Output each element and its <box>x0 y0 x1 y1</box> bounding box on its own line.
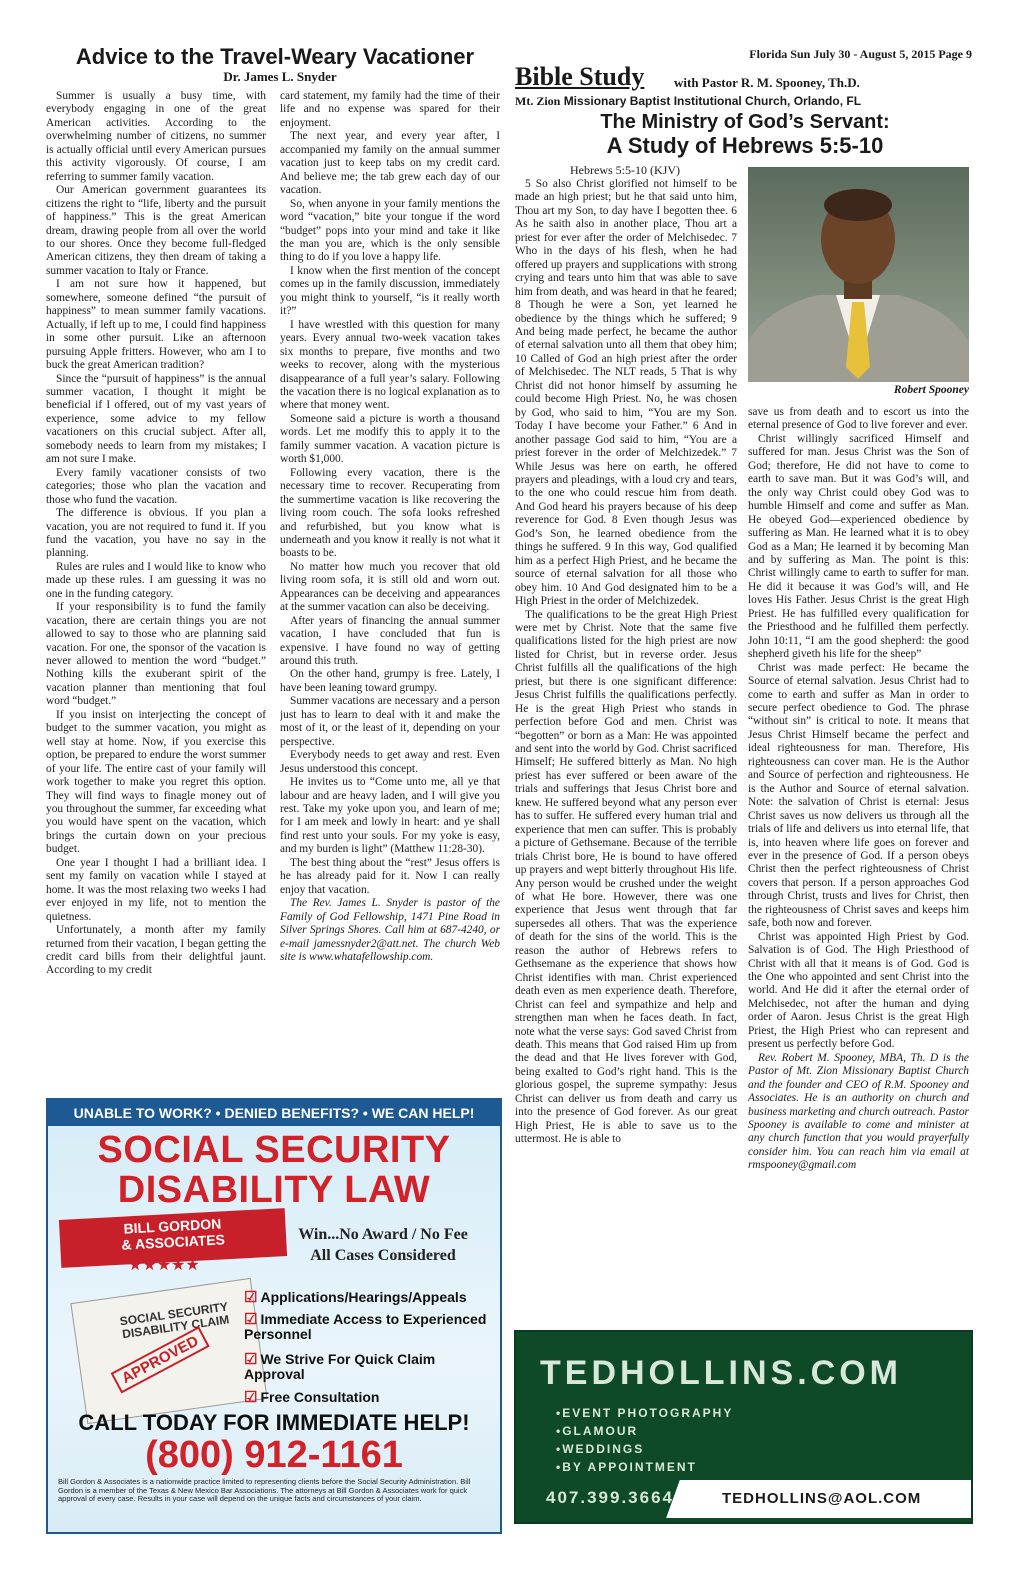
article-title: Advice to the Travel-Weary Vacationer <box>75 44 475 69</box>
disclaimer: Bill Gordon & Associates is a nationwide practice limited to representing clients before the Social Security Administration. Bill Gordon is a member of the Texas & New Mexico Bar Associations. The attorneys at Bill Gordon & Associates work for quick approval of every case. Results in your case will depend on the unique facts and circumstances of your claim. <box>58 1477 471 1503</box>
church-name <box>515 94 975 109</box>
claim-form-image <box>70 1278 267 1424</box>
bible-column-middle <box>515 178 737 1328</box>
benefit-item: ☑ Immediate Access to Experienced Personnel <box>244 1311 487 1342</box>
paragraph: save us from death and to escort us into the eternal presence of God to live forever and ever. <box>748 406 969 432</box>
bible-study-title: Bible Study <box>515 62 645 91</box>
paragraph: Summer vacations are necessary and a person just has to learn to deal with it and make the most of it, or the least of it, depending on your perspective. <box>280 695 500 748</box>
paragraph: If you insist on interjecting the concept of budget to the summer vacation, you might as well stay at home. Now, if you exercise this option, be prepared to endure the worst summer of your life. The entire cast of your family will work together to make you regret this option. They will find ways to finagle money out of you throughout the summer, far exceeding what you would have spent on the vacation, which brings the curtain down on your precious budget. <box>46 708 266 856</box>
tedhollins-advertisement[interactable] <box>514 1330 973 1524</box>
paragraph: Our American government guarantees its citizens the right to “life, liberty and the pursuit of happiness.” This is the great American dream, drawing people from all over the world to our shores. Once they become full-fledged American citizens, they then dream of taking a summer vacation to Italy or France. <box>46 184 266 277</box>
ad-headline-2: DISABILITY LAW <box>117 1169 431 1211</box>
paragraph: On the other hand, grumpy is free. Lately, I have been leaning toward grumpy. <box>280 668 500 694</box>
study-heading-line-2: A Study of Hebrews 5:5-10 <box>606 133 884 158</box>
bible-column-right <box>748 406 969 1326</box>
ssd-advertisement[interactable] <box>46 1098 502 1534</box>
paragraph: After years of financing the annual summer vacation, I have concluded that fun is expensive. I have found no way of getting around this truth. <box>280 614 500 668</box>
paragraph: Christ willingly sacrificed Himself and suffered for man. Jesus Christ was the Son of God; therefore, He did not have to come to earth to save man. But it was God’s will, and the only way Christ could obey God was to humble Himself and come and suffer as Man. He obeyed God—experienced obedience by suffering as Man. He learned what it is to obey God as a Man; He learned it by becoming Man and by suffering as Man. The point is this: Christ willingly came to earth to suffer for man. He did it because it was God’s will, and He loves His Father. Jesus Christ is the great High Priest. He has fulfilled every qualification for the Priesthood and he fulfilled them perfectly. John 10:11, “I am the good shepherd: the good shepherd giveth his life for the sheep” <box>748 432 969 661</box>
church-prefix: Mt. Zion <box>515 94 561 108</box>
service-item: •WEDDINGS <box>556 1442 645 1456</box>
pastor-photo <box>748 167 969 382</box>
form-title: SOCIAL SECURITY DISABILITY CLAIM <box>118 1299 231 1342</box>
fee-line-1: Win...No Award / No Fee <box>298 1226 468 1243</box>
advice-column-2 <box>280 90 500 1090</box>
paragraph: Rules are rules and I would like to know who made up these rules. I am guessing it was no one in the funding category. <box>46 560 266 600</box>
ad-title: TEDHOLLINS.COM <box>540 1354 902 1392</box>
ad-banner: UNABLE TO WORK? • DENIED BENEFITS? • WE CAN HELP! <box>48 1100 500 1126</box>
paragraph: The difference is obvious. If you plan a vacation, you are not required to fund it. If you fund the vacation, you have no say in the planning. <box>46 507 266 560</box>
firm-name-1: BILL GORDON <box>123 1215 222 1237</box>
benefit-item: ☑ Applications/Hearings/Appeals <box>244 1289 467 1306</box>
author-bio: Rev. Robert M. Spooney, MBA, Th. D is the Pastor of Mt. Zion Missionary Baptist Church and the founder and CEO of R.M. Spooney and Associates. He is an authority on church and business marketing and church outreach. Pastor Spooney is available to come and minister at any church function that you would prayerfully consider him. You can reach him via email at rmspooney@gmail.com <box>748 1051 969 1172</box>
paragraph: One year I thought I had a brilliant idea. I sent my family on vacation while I stayed at home. It was the most relaxing two weeks I had ever enjoyed in my life, not to mention the quietness. <box>46 856 266 923</box>
service-item: •EVENT PHOTOGRAPHY <box>556 1406 734 1420</box>
call-to-action: CALL TODAY FOR IMMEDIATE HELP! <box>78 1410 470 1435</box>
services-list <box>556 1404 733 1476</box>
ad-headline-1: SOCIAL SECURITY <box>97 1129 451 1171</box>
photo-caption: Robert Spooney <box>893 384 969 396</box>
pastor-portrait-icon <box>748 167 969 382</box>
checkmark-icon: ☑ <box>244 1289 258 1306</box>
paragraph: Christ was made perfect: He became the Source of eternal salvation. Jesus Christ had to come to earth and suffer as Man in order to secure perfect obedience to God. The phrase “without sin” is critical to note. It means that Jesus Christ Himself became the perfect and ideal righteousness for man. Therefore, His righteousness can cover man. He is the Author and Source of perfection and righteousness. He is the Author and Source of eternal salvation. Note: the salvation of Christ is eternal: Jesus Christ saves us now delivers us through all the trials of life and delivers us into eternal life, that is, into heaven where life goes on forever and ever in the presence of God. If a person obeys Christ then the perfect righteousness of Christ covers that person. If a person approaches God through Christ, trusts and lives for Christ, then the righteousness of Christ saves and keeps him safe, both now and forever. <box>748 661 969 930</box>
advice-column-1 <box>46 90 266 1090</box>
checkmark-icon: ☑ <box>244 1311 258 1328</box>
paragraph: No matter how much you recover that old living room sofa, it is still old and worn out. Appearances can be deceiving and appearances at the summer vacation can also be deceiving. <box>280 560 500 614</box>
paragraph: I have wrestled with this question for many years. Every annual two-week vacation takes six months to prepare, five months and two weeks to recover, along with the mysterious disappearance of a full year’s salary. Following the vacation there is no logical explanation as to where that money went. <box>280 318 500 412</box>
study-heading <box>515 110 975 158</box>
paragraph: I know when the first mention of the concept comes up in the family discussion, immediately you might think to yourself, “is it really worth it?” <box>280 264 500 318</box>
paragraph: Every family vacationer consists of two categories; those who plan the vacation and those who fund the vacation. <box>46 466 266 506</box>
paragraph: The next year, and every year after, I accompanied my family on the annual summer vacation just to keep tabs on my credit card. And believe me; the tab grew each day of our vacation. <box>280 130 500 197</box>
fee-line-2: All Cases Considered <box>310 1247 456 1264</box>
fee-statement <box>278 1224 488 1266</box>
paragraph: He invites us to “Come unto me, all ye that labour and are heavy laden, and I will give you rest. Take my yoke upon you, and learn of me; for I am meek and lowly in heart: and ye shall find rest unto your souls. For my yoke is easy, and my burden is light” (Matthew 11:28-30). <box>280 776 500 856</box>
paragraph: The qualifications to be the great High Priest were met by Christ. Note that the same five qualifications listed for the high priest are now listed for Christ, but in reverse order. Jesus Christ fulfills all the qualifications of the high priest, but there is one significant difference: Jesus Christ fulfills the qualifications perfectly. He is the great High Priest who stands in perfection before God and men. Christ was “begotten” or born as a Man: He was appointed and sent into the world by God. Christ sacrificed Himself; He suffered bitterly as Man. No high priest has ever suffered or been aware of the trials and sufferings that Jesus Christ bore and knew. He suffered beyond what any person ever has to suffer. He suffered every human trial and experience that men can suffer. This is probably a picture of Gethsemane. Because of the terrible trials Christ bore, He is bound to have offered up prayers and wept bitterly throughout His life. Any person would be crushed under the weight of what He bore. However, there was one experience that Jesus went through that far supersedes all others. That was the experience of death for the sins of the world. This is the reason the author of Hebrews refers to Gethsemane as the experience that shows how Christ identifies with man. Christ experienced death even as men experience death. Therefore, Christ can feel and sympathize and help and strengthen man when he faces death. In fact, note what the verse says: God saved Christ from death. This means that God raised Him up from the dead and that He lives forever with God, being exalted to God’s right hand. This is the glorious gospel, the supreme sympathy: Jesus Christ can deliver us from death and carry us into the presence of God forever. As our great High Priest, He is able to save us to the uttermost. He is able to <box>515 608 737 1146</box>
email-address[interactable]: TEDHOLLINS@AOL.COM <box>722 1490 922 1507</box>
paragraph: The best thing about the “rest” Jesus offers is he has already paid for it. Now I can really enjoy that vacation. <box>280 856 500 896</box>
paragraph: 5 So also Christ glorified not himself to be made an high priest; but he that said unto him, Thou art my Son, to day have I begotten thee. 6 As he saith also in another place, Thou art a priest for ever after the order of Melchisedec. 7 Who in the days of his flesh, when he had offered up prayers and supplications with strong crying and tears unto him that was able to save him from death, and was heard in that he feared; 8 Though he were a Son, yet learned he obedience by the things which he suffered; 9 And being made perfect, he became the author of eternal salvation unto all them that obey him; 10 Called of God an high priest after the order of Melchisedec. The NLT reads, 5 That is why Christ did not honor himself by assuming he could become High Priest. No, he was chosen by God, who said to him, “You are my Son. Today I have become your Father.” 6 And in another passage God said to him, “You are a priest forever in the order of Melchizedek.” 7 While Jesus was here on earth, he offered prayers and pleadings, with a loud cry and tears, to the one who could rescue him from death. And God heard his prayers because of his deep reverence for God. 8 Even though Jesus was God’s Son, he learned obedience from the things he suffered. 9 In this way, God qualified him as a perfect High Priest, and he became the source of eternal salvation for all those who obey him. 10 And God designated him to be a High Priest in the order of Melchizedek. <box>515 178 737 608</box>
scripture-reference: Hebrews 5:5-10 (KJV) <box>570 163 680 177</box>
paragraph: Unfortunately, a month after my family returned from their vacation, I began getting the credit card bills from their delightful jaunt. According to my credit <box>46 924 266 977</box>
firm-name-2: & ASSOCIATES <box>121 1231 226 1253</box>
paragraph: Following every vacation, there is the necessary time to recover. Recuperating from the summertime vacation is like recovering the living room couch. The sofa looks refreshed and refurbished, but you know what is underneath and you know it really is not what it boasts to be. <box>280 466 500 560</box>
rating-stars: ★★★★★ <box>128 1257 200 1274</box>
approved-stamp: APPROVED <box>111 1326 210 1393</box>
paragraph: card statement, my family had the time of their life and no expense was spared for their enjoyment. <box>280 90 500 129</box>
paragraph: Someone said a picture is worth a thousand words. Let me modify this to apply it to the family summer vacation. A vacation picture is worth $1,000. <box>280 412 500 466</box>
pastor-line: with Pastor R. M. Spooney, Th.D. <box>674 75 860 90</box>
service-item: •GLAMOUR <box>556 1424 639 1438</box>
byline: Dr. James L. Snyder <box>223 69 337 84</box>
benefit-item: ☑ We Strive For Quick Claim Approval <box>244 1351 436 1382</box>
phone-number[interactable]: 407.399.3664 <box>546 1488 674 1507</box>
paragraph: Since the “pursuit of happiness” is the annual summer vacation, I thought it might be beneficial if I offered, out of my vast years of experience, some advice to my fellow vacationers on this crucial subject. After all, somebody needs to learn from my mistakes; I am not sure I make. <box>46 372 266 466</box>
paragraph: Christ was appointed High Priest by God. Salvation is of God. The High Priesthood of Christ with all that it means is of God. God is the One who appointed and sent Christ into the world. And He did it after the eternal order of Melchisedec, not after the human and dying order of Aaron. Jesus Christ is the great High Priest, the High Priest who can represent and present us perfectly before God. <box>748 930 969 1051</box>
study-heading-line-1: The Ministry of God’s Servant: <box>600 111 890 133</box>
author-bio: The Rev. James L. Snyder is pastor of the Family of God Fellowship, 1471 Pine Road in Silver Springs Shores. Call him at 687-4240, or e-mail jamessnyder2@att.net. The church Web site is www.whatafellowship.com. <box>280 897 500 963</box>
checkmark-icon: ☑ <box>244 1351 258 1368</box>
phone-number[interactable]: (800) 912-1161 <box>145 1434 403 1476</box>
paragraph: If your responsibility is to fund the family vacation, there are certain things you are not allowed to say to those who are planning said vacation. For one, the sponsor of the vacation is never allowed to mention the word “budget.” Nothing kills the exuberant spirit of the vacation planner than mentioning that foul word “budget.” <box>46 601 266 708</box>
paragraph: Everybody needs to get away and rest. Even Jesus understood this concept. <box>280 749 500 775</box>
church-rest: Missionary Baptist Institutional Church, Orlando, FL <box>563 94 862 108</box>
service-item: •BY APPOINTMENT <box>556 1460 697 1474</box>
paragraph: So, when anyone in your family mentions the word “vacation,” bite your tongue if the word “budget” pops into your mind and take it like the man you are, which is the only sensible thing to do if you love a happy life. <box>280 197 500 264</box>
paragraph: I am not sure how it happened, but somewhere, someone defined “the pursuit of happiness” to mean summer family vacations. Actually, if left up to me, I could find happiness in some other pursuit. Like an afternoon pursuing Apple fritters. However, who am I to buck the great American tradition? <box>46 278 266 372</box>
checkmark-icon: ☑ <box>244 1389 258 1406</box>
masthead: Florida Sun July 30 - August 5, 2015 Page 9 <box>749 47 972 61</box>
benefit-item: ☑ Free Consultation <box>244 1389 380 1406</box>
paragraph: Summer is usually a busy time, with everybody engaging in one of the great American activities. According to the overwhelming number of citizens, no summer is actually official until every American pursues this activity vigorously. Of course, I am referring to summer family vacation. <box>46 90 266 183</box>
